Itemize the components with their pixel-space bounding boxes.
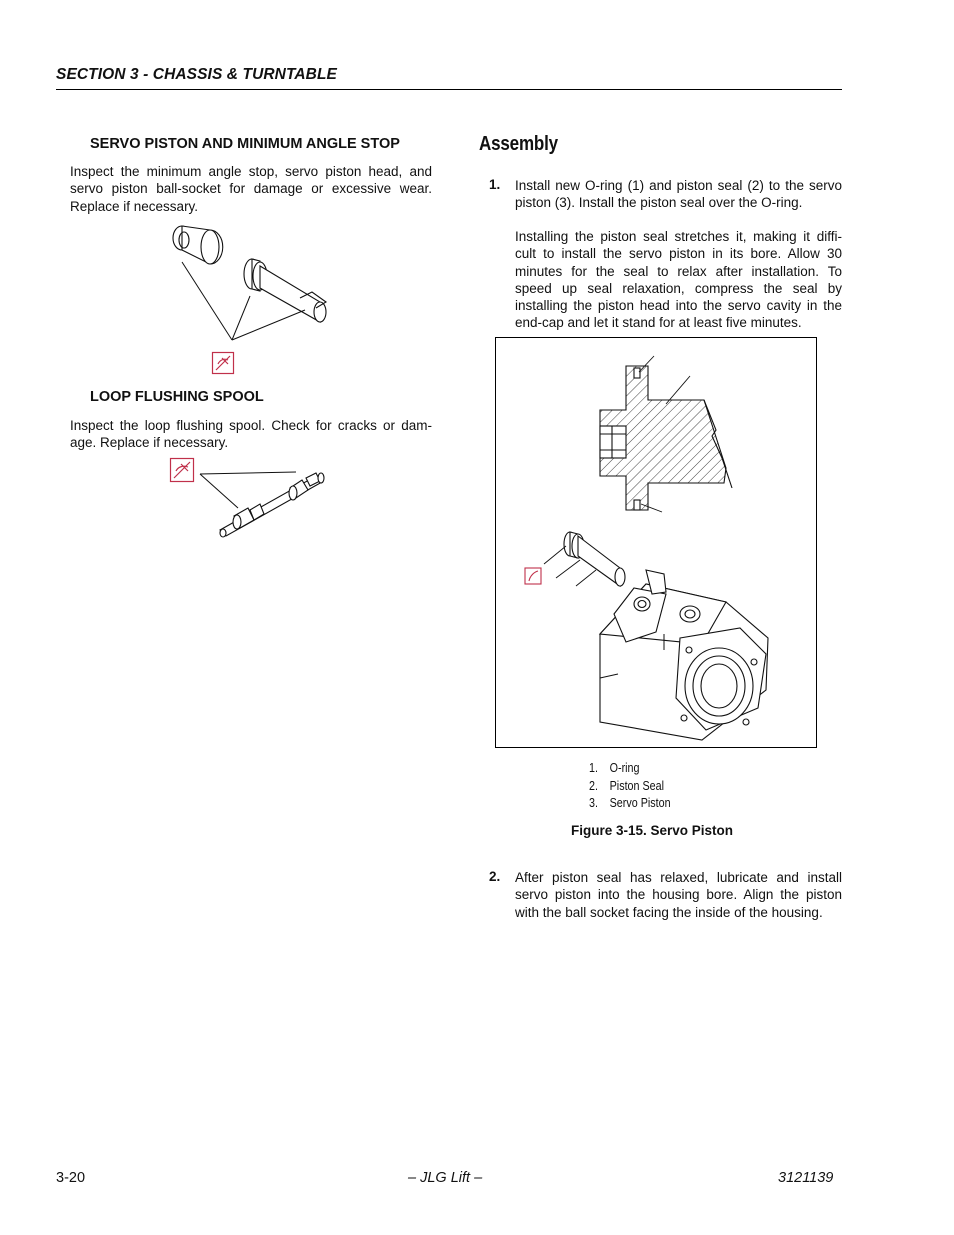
servo-piston-figure [496, 338, 816, 747]
loop-section-paragraph [70, 417, 432, 452]
legend-number: 3. [589, 796, 598, 810]
footer-page-number: 3-20 [56, 1170, 86, 1186]
para-line: piston (3). Install the piston seal over the O-ring. [515, 195, 803, 211]
figure-legend [589, 760, 671, 813]
step-number: 2. [489, 869, 501, 884]
para-line: cult to install the servo piston in its bore. Allow 30 [515, 246, 842, 262]
legend-label: Piston Seal [609, 778, 665, 793]
para-line: servo piston into the housing bore. Align the piston [515, 887, 842, 903]
para-line: age. Replace if necessary. [70, 435, 229, 451]
para-line: end-cap and let it stand for at least five minutes. [515, 315, 802, 331]
footer-publisher: – JLG Lift – [408, 1170, 483, 1186]
servo-piston-illustration [160, 218, 340, 383]
step1-note [515, 228, 842, 332]
inspect-icon [170, 458, 194, 482]
para-line: Inspect the loop flushing spool. Check for cracks or dam- [70, 418, 432, 433]
header-rule [56, 89, 842, 90]
para-line: After piston seal has relaxed, lubricate and install [515, 870, 842, 885]
legend-label: O-ring [609, 761, 640, 775]
para-line: Installing the piston seal stretches it, making it diffi- [515, 229, 842, 244]
legend-item [589, 778, 671, 796]
figure-caption: Figure 3-15. Servo Piston [571, 823, 734, 838]
step-number: 1. [489, 177, 501, 192]
legend-item [589, 795, 671, 813]
para-line: Replace if necessary. [70, 198, 199, 214]
para-line: Install new O-ring (1) and piston seal (2) to the servo [515, 178, 842, 193]
legend-label: Servo Piston [609, 796, 671, 810]
section-header: SECTION 3 - CHASSIS & TURNTABLE [56, 66, 337, 83]
para-line: installing the piston head into the servo cavity in the [515, 298, 842, 314]
legend-number: 1. [589, 761, 598, 775]
loop-section-heading: LOOP FLUSHING SPOOL [90, 389, 264, 405]
assembly-title: Assembly [479, 133, 558, 155]
legend-number: 2. [589, 778, 598, 793]
step1-text [515, 177, 842, 212]
legend-item [589, 760, 671, 778]
para-line: servo piston ball-socket for damage or excessive wear. [70, 181, 432, 197]
inspect-icon [212, 352, 234, 374]
para-line: speed up seal relaxation, compress the seal by [515, 280, 842, 296]
step2-text [515, 869, 842, 921]
para-line: with the ball socket facing the inside of the housing. [515, 904, 823, 920]
loop-flushing-spool-illustration [194, 462, 334, 540]
para-line: minutes for the seal to relax after installation. To [515, 263, 842, 279]
servo-section-paragraph [70, 163, 432, 215]
footer-document-number: 3121139 [778, 1170, 834, 1186]
servo-section-heading: SERVO PISTON AND MINIMUM ANGLE STOP [90, 136, 400, 152]
para-line: Inspect the minimum angle stop, servo piston head, and [70, 164, 432, 179]
